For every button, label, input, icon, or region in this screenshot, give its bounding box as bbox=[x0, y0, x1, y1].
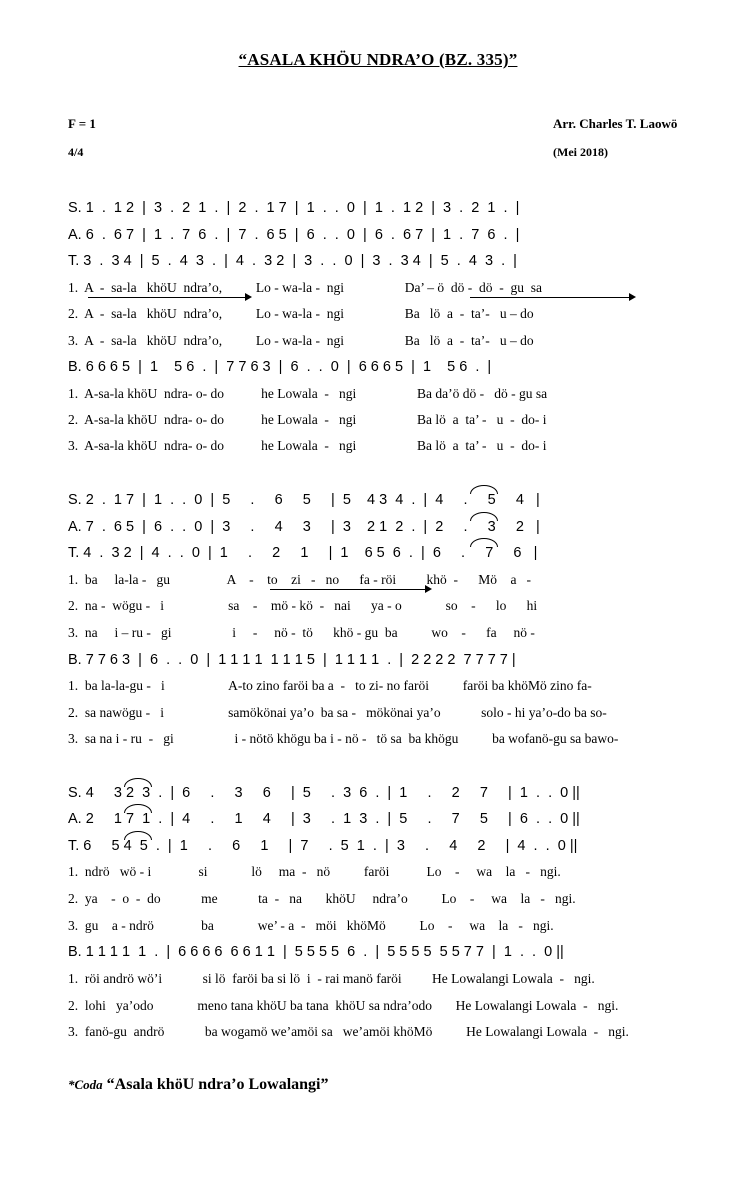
coda-label: *Coda bbox=[68, 1077, 103, 1092]
bass-verse-3-lyrics-3: 3. fanö-gu andrö ba wogamö we’amöi sa we’amöi khöMö He Lowalangi Lowala - ngi. bbox=[68, 1024, 629, 1039]
verse-1-lyrics-1: 1. A - sa-la khöU ndra’o, Lo - wa-la - ngi Da’ – ö dö - dö - gu sa bbox=[68, 280, 543, 295]
slur-mark bbox=[124, 831, 152, 840]
soprano-line-3: S. 4 3 2 3 . | 6 . 3 6 | 5 . 3 6 . | 1 . 2 7 | 1 . . 0 || bbox=[68, 785, 580, 801]
coda-line bbox=[68, 1076, 329, 1094]
verse-3-lyrics-3: 3. gu a - ndrö ba we’ - a - möi khöMö Lo - wa la - ngi. bbox=[68, 918, 554, 933]
soprano-line-2: S. 2 . 1 7 | 1 . . 0 | 5 . 6 5 | 5 4 3 4 . | 4 . 5 4 | bbox=[68, 492, 540, 508]
time-signature: 4/4 bbox=[68, 145, 84, 159]
alto-line-3: A. 2 1 7 1 . | 4 . 1 4 | 3 . 1 3 . | 5 . 7 5 | 6 . . 0 || bbox=[68, 811, 580, 827]
bass-verse-2-lyrics-1: 2. A-sa-la khöU ndra- o- do he Lowala - ngi Ba lö a ta’ - u - do- i bbox=[68, 412, 547, 427]
tenor-line-1: T. 3 . 3 4 | 5 . 4 3 . | 4 . 3 2 | 3 . . 0 | 3 . 3 4 | 5 . 4 3 . | bbox=[68, 253, 517, 269]
slur-mark bbox=[124, 778, 152, 787]
song-title: “ASALA KHÖU NDRA’O (BZ. 335)” bbox=[238, 50, 518, 69]
bass-verse-1-lyrics-3: 1. röi andrö wö’i si lö faröi ba si lö i - rai manö faröi He Lowalangi Lowala - ngi. bbox=[68, 971, 595, 986]
tenor-line-3: T. 6 5 4 5 . | 1 . 6 1 | 7 . 5 1 . | 3 . 4 2 | 4 . . 0 || bbox=[68, 838, 578, 854]
slur-mark bbox=[124, 804, 152, 813]
bass-line-2: B. 7 7 6 3 | 6 . . 0 | 1 1 1 1 1 1 1 5 | 1 1 1 1 . | 2 2 2 2 7 7 7 7 | bbox=[68, 652, 516, 668]
bass-verse-3-lyrics-1: 3. A-sa-la khöU ndra- o- do he Lowala - ngi Ba lö a ta’ - u - do- i bbox=[68, 438, 547, 453]
bass-line-1: B. 6 6 6 5 | 1 5 6 . | 7 7 6 3 | 6 . . 0 | 6 6 6 5 | 1 5 6 . | bbox=[68, 359, 492, 375]
bass-line-3: B. 1 1 1 1 1 . | 6 6 6 6 6 6 1 1 | 5 5 5 5 6 . | 5 5 5 5 5 5 7 7 | 1 . . 0 || bbox=[68, 944, 564, 960]
verse-3-lyrics-1: 3. A - sa-la khöU ndra’o, Lo - wa-la - ngi Ba lö a - ta’- u – do bbox=[68, 333, 534, 348]
verse-3-lyrics-2: 3. na i – ru - gi i - nö - tö khö - gu ba wo - fa nö - bbox=[68, 625, 535, 640]
arrangement-date: (Mei 2018) bbox=[553, 145, 608, 159]
alto-line-2: A. 7 . 6 5 | 6 . . 0 | 3 . 4 3 | 3 2 1 2 . | 2 . 3 2 | bbox=[68, 519, 540, 535]
verse-1-lyrics-2: 1. ba la-la - gu A - to zi - no fa - röi khö - Mö a - bbox=[68, 572, 532, 587]
verse-2-lyrics-2: 2. na - wögu - i sa - mö - kö - nai ya - o so - lo hi bbox=[68, 598, 538, 613]
key-signature: F = 1 bbox=[68, 116, 96, 131]
slur-mark bbox=[470, 485, 498, 494]
arranger: Arr. Charles T. Laowö bbox=[553, 116, 678, 131]
melisma-arrow bbox=[88, 297, 250, 298]
verse-2-lyrics-1: 2. A - sa-la khöU ndra’o, Lo - wa-la - ngi Ba lö a - ta’- u – do bbox=[68, 306, 534, 321]
bass-verse-3-lyrics-2: 3. sa na i - ru - gi i - nötö khögu ba i - nö - tö sa ba khögu ba wofanö-gu sa bawo- bbox=[68, 731, 619, 746]
tenor-line-2: T. 4 . 3 2 | 4 . . 0 | 1 . 2 1 | 1 6 5 6 . | 6 . 7 6 | bbox=[68, 545, 538, 561]
melisma-arrow bbox=[270, 589, 430, 590]
verse-2-lyrics-3: 2. ya - o - do me ta - na khöU ndra’o Lo - wa la - ngi. bbox=[68, 891, 576, 906]
soprano-line-1: S. 1 . 1 2 | 3 . 2 1 . | 2 . 1 7 | 1 . . 0 | 1 . 1 2 | 3 . 2 1 . | bbox=[68, 200, 520, 216]
melisma-arrow bbox=[470, 297, 634, 298]
alto-line-1: A. 6 . 6 7 | 1 . 7 6 . | 7 . 6 5 | 6 . . 0 | 6 . 6 7 | 1 . 7 6 . | bbox=[68, 227, 520, 243]
bass-verse-1-lyrics-1: 1. A-sa-la khöU ndra- o- do he Lowala - ngi Ba da’ö dö - dö - gu sa bbox=[68, 386, 548, 401]
coda-text: “Asala khöU ndra’o Lowalangi” bbox=[106, 1076, 329, 1093]
slur-mark bbox=[470, 538, 498, 547]
verse-1-lyrics-3: 1. ndrö wö - i si lö ma - nö faröi Lo - wa la - ngi. bbox=[68, 864, 561, 879]
bass-verse-2-lyrics-3: 2. lohi ya’odo meno tana khöU ba tana khöU sa ndra’odo He Lowalangi Lowala - ngi. bbox=[68, 998, 619, 1013]
bass-verse-2-lyrics-2: 2. sa nawögu - i samökönai ya’o ba sa - mökönai ya’o solo - hi ya’o-do ba so- bbox=[68, 705, 607, 720]
slur-mark bbox=[470, 512, 498, 521]
bass-verse-1-lyrics-2: 1. ba la-la-gu - i A-to zino faröi ba a - to zi- no faröi faröi ba khöMö zino fa- bbox=[68, 678, 592, 693]
